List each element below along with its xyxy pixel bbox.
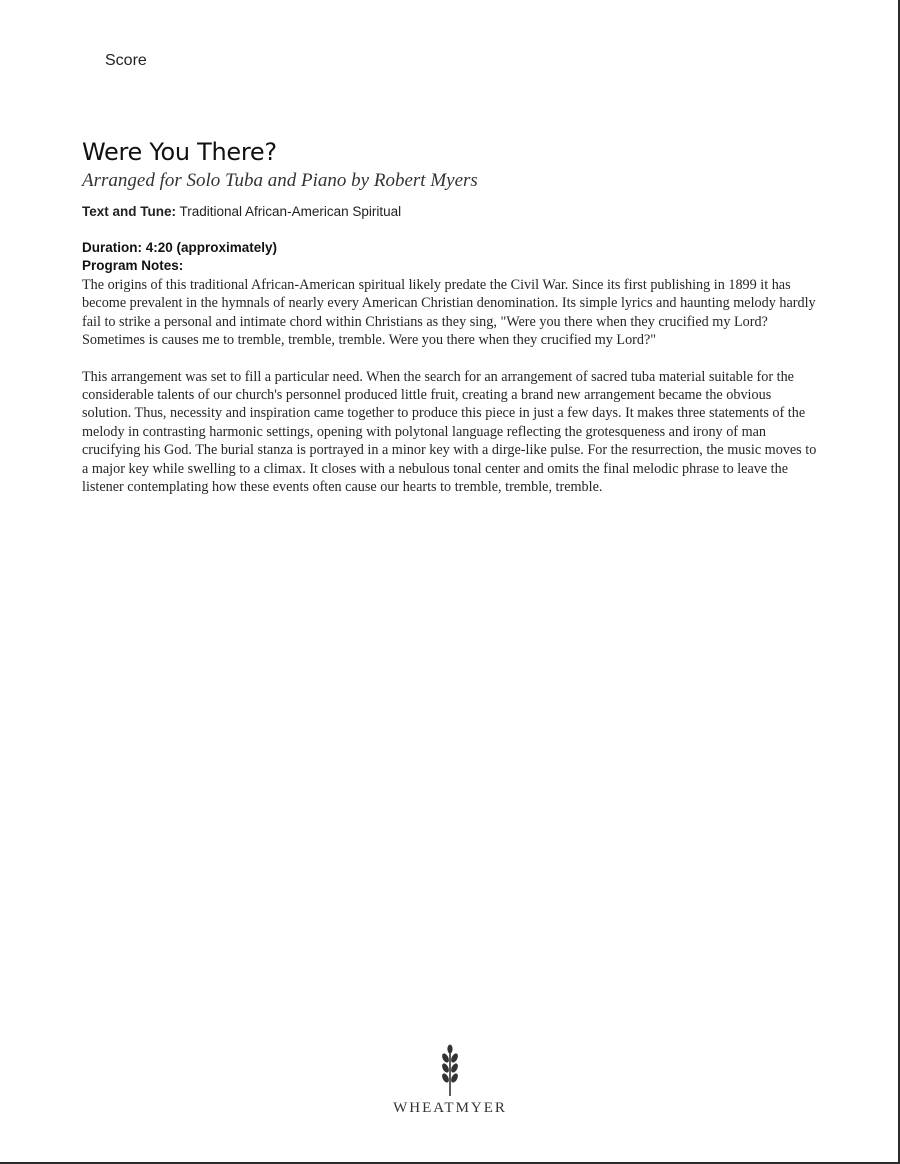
publisher-name: WHEATMYER bbox=[393, 1100, 507, 1116]
program-notes-heading: Program Notes: bbox=[82, 258, 184, 273]
page-subtitle: Arranged for Solo Tuba and Piano by Robert Myers bbox=[82, 170, 478, 191]
notes-paragraph-2: This arrangement was set to fill a particular need. When the search for an arrangement of sacred tuba material suitable for the considerable talents of our church's personnel produced little fruit, creating a brand new arrangement became the obvious solution. Thus, necessity and inspiration came together to produce this piece in just a few days. It makes three statements of the melody in contrasting harmonic settings, opening with polytonal language reflecting the grotesqueness and irony of man crucifying his God. The burial stanza is portrayed in a minor key with a dirge-like pulse. For the resurrection, the music moves to a major key while swelling to a climax. It closes with a nebulous tonal center and omits the final melodic phrase to leave the listener contemplating how these events often cause our hearts to tremble, tremble, tremble. bbox=[82, 368, 817, 496]
duration: Duration: 4:20 (approximately) bbox=[82, 240, 278, 255]
publisher-logo bbox=[372, 1040, 528, 1130]
text-and-tune-label: Text and Tune: bbox=[82, 204, 176, 219]
notes-paragraph-1: The origins of this traditional African-American spiritual likely predate the Civil War. Since its first publishing in 1899 it has become prevalent in the hymnals of nearly every American Christian denomination. Its simple lyrics and haunting melody hardly fail to strike a personal and intimate chord within Christians as they sing, "Were you there when they crucified my Lord? Sometimes is causes me to tremble, tremble, tremble. Were you there when they crucified my Lord?" bbox=[82, 277, 816, 349]
text-and-tune-value: Traditional African-American Spiritual bbox=[179, 204, 402, 219]
text-and-tune bbox=[82, 204, 401, 219]
score-label: Score bbox=[105, 52, 147, 69]
page-title: Were You There? bbox=[82, 138, 277, 166]
wheat-icon bbox=[438, 1042, 462, 1098]
program-notes bbox=[82, 276, 822, 514]
